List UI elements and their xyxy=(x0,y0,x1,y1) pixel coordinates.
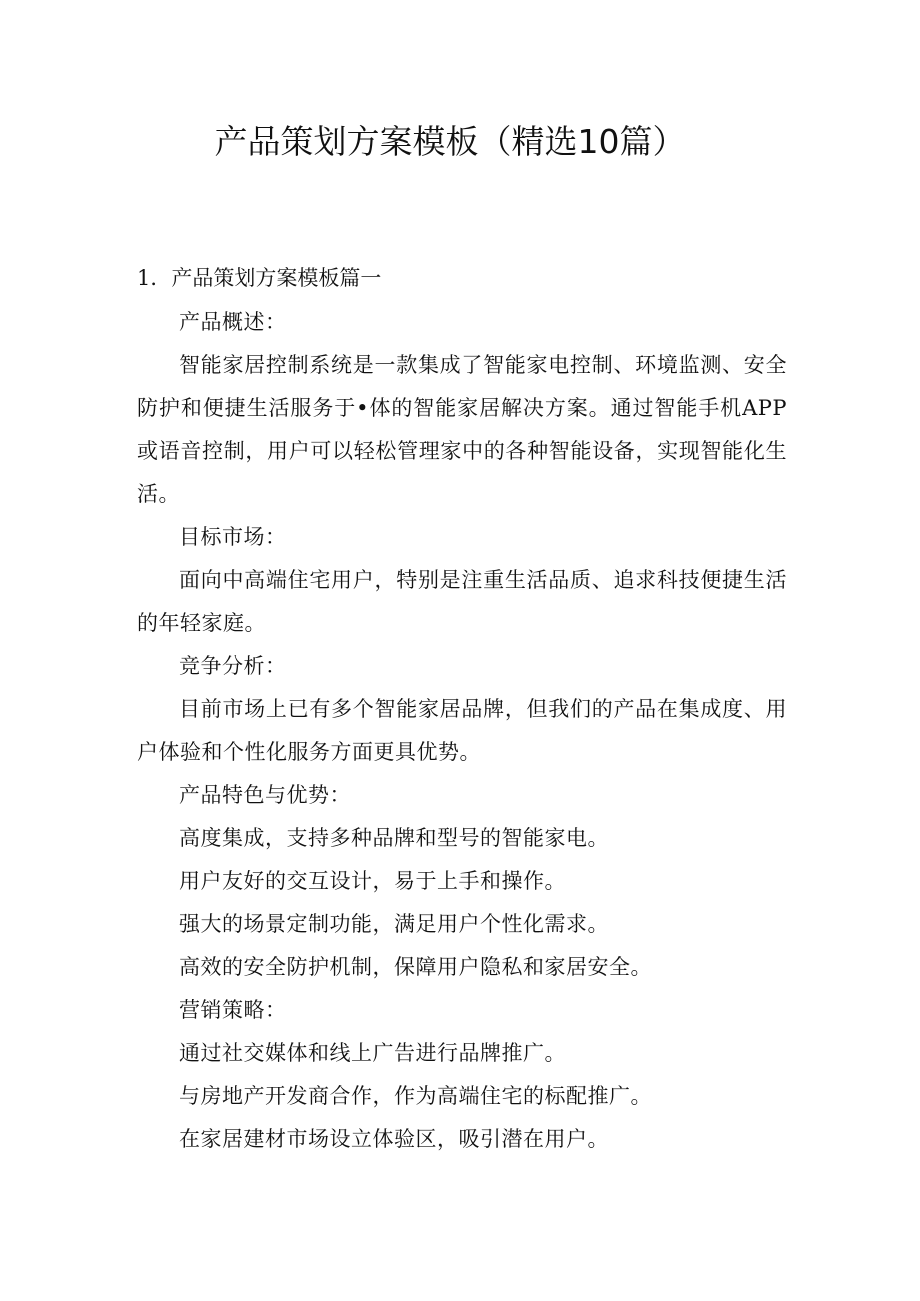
paragraph-marketing-heading: 营销策略： xyxy=(179,998,287,1022)
document-title: 产品策划方案模板（精选10篇） xyxy=(214,122,686,161)
paragraph-marketing-2: 与房地产开发商合作，作为高端住宅的标配推广。 xyxy=(179,1084,652,1108)
paragraph-feature-4: 高效的安全防护机制，保障用户隐私和家居安全。 xyxy=(179,955,652,979)
document-body xyxy=(137,256,787,1161)
paragraph-marketing-3: 在家居建材市场设立体验区，吸引潜在用户。 xyxy=(179,1127,609,1151)
paragraph-feature-1: 高度集成，支持多种品牌和型号的智能家电。 xyxy=(179,826,609,850)
paragraph-product-overview-heading: 产品概述： xyxy=(179,310,287,334)
paragraph-feature-3: 强大的场景定制功能，满足用户个性化需求。 xyxy=(179,912,609,936)
paragraph-competition: 目前市场上已有多个智能家居品牌，但我们的产品在集成度、用户体验和个性化服务方面更具优势。 xyxy=(137,697,787,764)
paragraph-competition-heading: 竞争分析： xyxy=(179,654,287,678)
paragraph-target-market-heading: 目标市场： xyxy=(179,525,287,549)
paragraph-product-overview: 智能家居控制系统是一款集成了智能家电控制、环境监测、安全防护和便捷生活服务于•体的智能家居解决方案。通过智能手机APP或语音控制，用户可以轻松管理家中的各种智能设备，实现智能化生活。 xyxy=(137,353,787,506)
paragraph-marketing-1: 通过社交媒体和线上广告进行品牌推广。 xyxy=(179,1041,566,1065)
paragraph-target-market: 面向中高端住宅用户，特别是注重生活品质、追求科技便捷生活的年轻家庭。 xyxy=(137,568,787,635)
paragraph-feature-2: 用户友好的交互设计，易于上手和操作。 xyxy=(179,869,566,893)
paragraph-features-heading: 产品特色与优势： xyxy=(179,783,351,807)
section-heading: 1．产品策划方案模板篇一 xyxy=(137,266,382,290)
